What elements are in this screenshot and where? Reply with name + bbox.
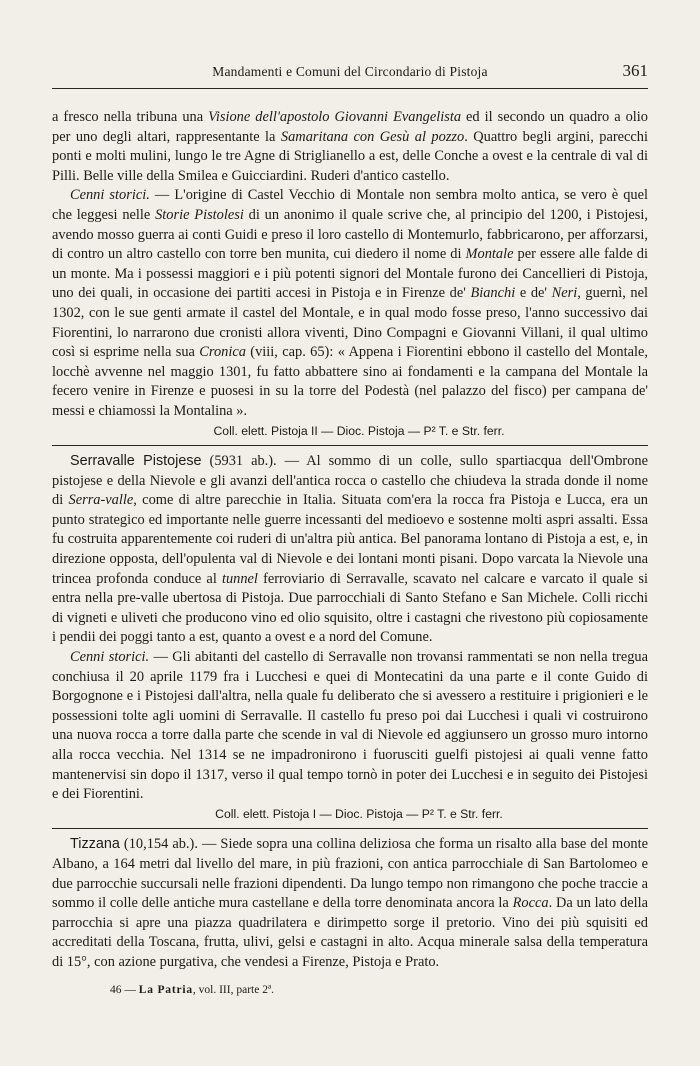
main-text (52, 108, 648, 973)
paragraph-serravalle-history: Cenni storici. — Gli abitanti del castello di Serravalle non trovansi rammentati se non nella tregua conchiusa il 20 aprile 1179 fra i Lucchesi e quei di Montecatini da una parte e il conte Guido di Borgognone e i Pistojesi dall'altra, nella quale fu deliberato che si avessero a restituire i prigionieri e le possessioni tolte agli uomini di Serravalle. Il castello fu preso poi dai Lucchesi i quali vi costruirono una nuova rocca a torre dalla parte che scende in val di Nievole ed aggiunsero un grosso muro intorno alla rocca vecchia. Nel 1314 se ne impadronirono i fuorusciti guelfi pistojesi ai quali venne fatto mantenervisi sin dopo il 1317, verso il qual tempo tornò in poter dei Lucchesi e in seguito dei Pistojesi e dei Fiorentini. (52, 649, 648, 803)
electoral-citation: Coll. elett. Pistoja I — Dioc. Pistoja — P² T. e Str. ferr. (215, 806, 503, 821)
header-title: Mandamenti e Comuni del Circondario di Pistoja (212, 64, 488, 79)
section-title: Serravalle Pistojese (70, 453, 202, 470)
electoral-citation: Coll. elett. Pistoja II — Dioc. Pistoja — P² T. e Str. ferr. (213, 423, 505, 438)
section-divider (52, 828, 648, 829)
paragraph-montale-church: a fresco nella tribuna una Visione dell'apostolo Giovanni Evangelista ed il secondo un quadro a olio per uno degli altari, rappresentante la Samaritana con Gesù al pozzo. Quattro begli argini, parecchi ponti e molti mulini, lungo le tre Agne di Striglianello a est, delle Conche a ovest e la centrale di val di Pilli. Belle ville della Smilea e Guicciardini. Ruderi d'antico castello. (52, 109, 648, 184)
section-title: Tizzana (70, 836, 120, 853)
page-number: 361 (622, 61, 648, 80)
paragraph-montale-history: Cenni storici. — L'origine di Castel Vecchio di Montale non sembra molto antica, se vero è quel che leggesi nelle Storie Pistolesi di un anonimo il quale scrive che, al principio del 1200, i Pistojesi, avendo mosso guerra ai conti Guidi e preso il loro castello di Montemurlo, fabbricarono, per afforzarsi, di contro un altro castello con torre ben munita, cui diedero il nome di Montale per essere alle falde di un monte. Ma i possessi maggiori e i più potenti signori del Montale furono dei Cancellieri di Pistoja, uno dei quali, in occasione dei partiti accesi in Pistoja e in Firenze de' Bianchi e de' Neri, guernì, nel 1302, con le sue genti armate il castel del Montale, e in qual modo fosse preso, l'anno successivo dai Fiorentini, lo narrarono due cronisti allora viventi, Dino Compagni e Giovanni Villani, il qual ultimo così si esprime nella sua Cronica (viii, cap. 65): « Appena i Fiorentini ebbono il castello del Montale, locchè avvenne nel maggio 1301, fu fatto abbattere sino ai fondamenti e la campana del Montale la fecero venire in Firenze e puosesi in su la torre del Podestà (nel palazzo del fisco) per campana de' messi e chiamossi la Montalina ». (52, 187, 648, 419)
footer-signature: 46 — La Patria, vol. III, parte 2ª. (110, 984, 274, 996)
running-header (52, 58, 648, 89)
paragraph-tizzana: Tizzana (10,154 ab.). — Siede sopra una collina deliziosa che forma un risalto alla base del monte Albano, a 164 metri dal livello del mare, in più frazioni, con antica parrocchiale di San Bartolomeo e due parrocchie succursali nelle frazioni dipendenti. Da lungo tempo non rimangono che poche traccie a sommo il colle delle antiche mura castellane e della torre denominata ancora la Rocca. Da un lato della parrocchia si apre una piazza quadrilatera e dirimpetto sorge il pretorio. Vino dei più squisiti ed accreditati della Toscana, frutta, ulivi, gelsi e castagni in alto. Acqua minerale salsa della temperatura di 15°, con azione purgativa, che vendesi a Firenze, Pistoja e Prato. (52, 836, 648, 970)
paragraph-serravalle: Serravalle Pistojese (5931 ab.). — Al sommo di un colle, sullo spartiacqua dell'Ombrone pistojese e della Nievole e gli avanzi dell'antica rocca o castello che chiudeva la strada donde il nome di Serra-valle, come di altre parecchie in Italia. Situata com'era la rocca fra Pistoja e Lucca, era un punto strategico ed importante nelle guerre incessanti del medioevo e sostenne molti aspri assalti. Essa fu costruita apparentemente coi ruderi di un'altra più antica. Bel panorama lontano di Pistoja a est, e, in direzione opposta, dell'opulenta val di Nievole e dei lontani monti pisani. Dopo varcata la Nievole una trincea profonda conduce al tunnel ferroviario di Serravalle, scavato nel calcare e varcato il quale si entra nella pre-valle ubertosa di Pistoja. Due parrocchiali di Santo Stefano e San Michele. Colli ricchi di vigneti e uliveti che producono vino ed olio squisito, oltre i castagni che rivestono più copiosamente i pendii dei poggi tanto a est, quanto a ovest e a nord del Comune. (52, 453, 648, 646)
section-divider (52, 445, 648, 446)
